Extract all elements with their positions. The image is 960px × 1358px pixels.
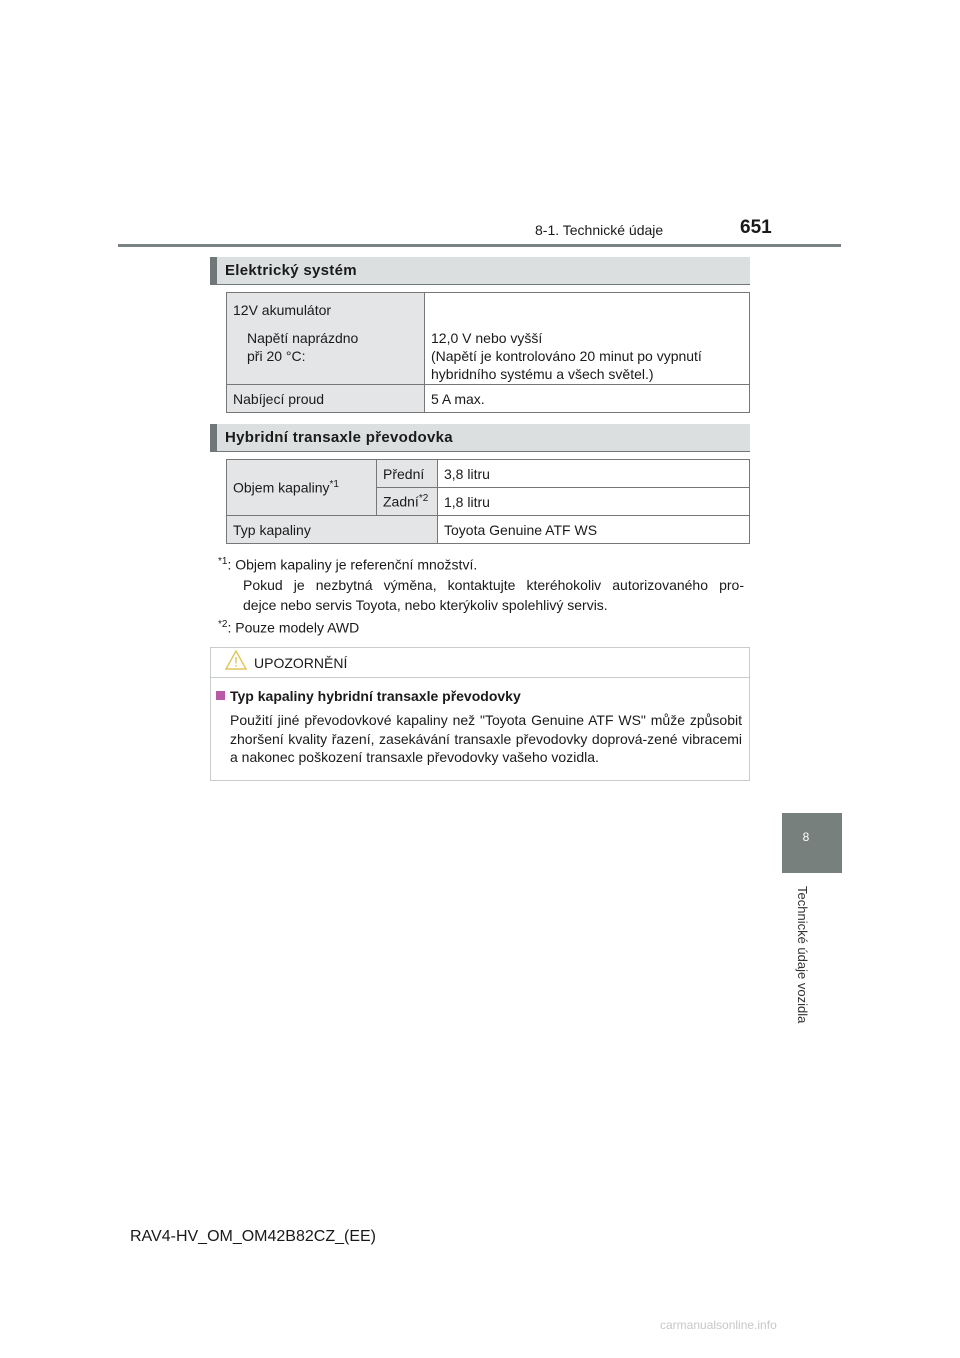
section-heading-text: Hybridní transaxle převodovka — [225, 429, 453, 446]
capacity-label: Objem kapaliny — [233, 479, 330, 496]
warning-subtitle: Typ kapaliny hybridní transaxle převodovky — [230, 688, 521, 704]
charge-value: 5 A max. — [425, 385, 750, 413]
footnote-2-line-1: : Pouze modely AWD — [227, 619, 360, 636]
voltage-value-3: hybridního systému a všech světel.) — [431, 366, 654, 382]
warning-divider — [211, 677, 749, 678]
rear-label-cell — [377, 488, 438, 516]
footnote-2-mark: *2 — [218, 619, 228, 630]
footnote-1-mark: *1 — [218, 556, 228, 567]
fluid-value: Toyota Genuine ATF WS — [438, 516, 750, 544]
table-row — [227, 516, 750, 544]
rear-label: Zadní — [383, 493, 419, 510]
voltage-label-2: při 20 °C: — [247, 348, 306, 364]
battery-label: 12V akumulátor — [233, 302, 332, 318]
footnote-2 — [218, 615, 359, 638]
warning-triangle-icon — [225, 650, 247, 670]
section-heading-text: Elektrický systém — [225, 262, 357, 279]
capacity-label-cell — [227, 460, 377, 516]
section-title: 8-1. Technické údaje — [535, 222, 664, 238]
chapter-label: Technické údaje vozidla — [795, 886, 810, 1024]
battery-cell — [227, 293, 425, 385]
footnote-1 — [218, 552, 744, 615]
document-code: RAV4-HV_OM_OM42B82CZ_(EE) — [130, 1228, 376, 1245]
footnote-1-line-3: dejce nebo servis Toyota, nebo kterýkoliv spolehlivý servis. — [243, 596, 608, 613]
table-row — [227, 385, 750, 413]
electrical-table — [226, 292, 750, 413]
fluid-label: Typ kapaliny — [227, 516, 438, 544]
table-row — [227, 460, 750, 488]
front-value: 3,8 litru — [438, 460, 750, 488]
table-row — [227, 293, 750, 385]
rear-footnote-mark: *2 — [418, 493, 429, 505]
voltage-value-cell — [425, 293, 750, 385]
watermark-site: carmanualsonline.info — [660, 1318, 777, 1332]
chapter-number: 8 — [802, 830, 810, 844]
header-divider — [118, 244, 841, 247]
page-number: 651 — [740, 217, 772, 238]
footnote-1-line-2: Pokud je nezbytná výměna, kontaktujte kteréhokoliv autorizovaného pro- — [243, 576, 744, 593]
rear-value: 1,8 litru — [438, 488, 750, 516]
square-bullet-icon — [216, 691, 225, 700]
voltage-value-2: (Napětí je kontrolováno 20 minut po vypnutí — [431, 348, 702, 364]
voltage-label-1: Napětí naprázdno — [247, 330, 359, 346]
warning-title: UPOZORNĚNÍ — [254, 655, 348, 671]
charge-label: Nabíjecí proud — [227, 385, 425, 413]
footnote-1-line-1: : Objem kapaliny je referenční množství. — [227, 556, 478, 573]
warning-text: Použití jiné převodovkové kapaliny než "Toyota Genuine ATF WS" může způsobit zhoršení kvality řazení, zasekávání transaxle převodovky doprová-zené vibracemi a nakonec poškození transaxle převodovky vašeho vozidla. — [230, 712, 742, 765]
capacity-footnote-mark: *1 — [329, 479, 339, 491]
front-label: Přední — [377, 460, 438, 488]
section-heading-electrical — [210, 257, 750, 285]
voltage-value-1: 12,0 V nebo vyšší — [431, 330, 543, 346]
transaxle-table — [226, 459, 750, 544]
section-heading-transaxle — [210, 424, 750, 452]
